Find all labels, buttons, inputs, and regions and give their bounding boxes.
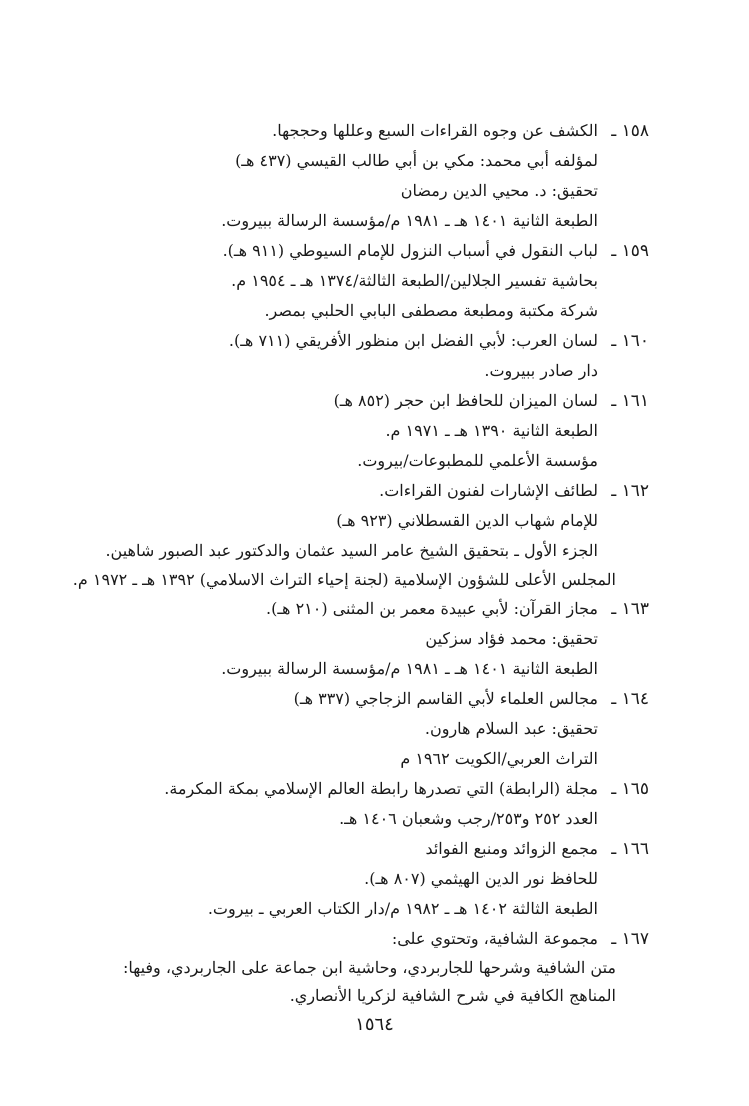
entry-line: مجالس العلماء لأبي القاسم الزجاجي (٣٣٧ هـ) <box>293 689 598 708</box>
entry-paragraph: المجلس الأعلى للشؤون الإسلامية (لجنة إحياء التراث الاسلامي) ١٣٩٢ هـ ـ ١٩٧٢ م. <box>72 570 616 589</box>
entry-number: ١٦٥ ـ <box>611 779 649 799</box>
entry-line: شركة مكتبة ومطبعة مصطفى البابي الحلبي بمصر. <box>264 301 598 320</box>
entry-line: مجمع الزوائد ومنبع الفوائد <box>425 839 598 858</box>
entry-line: للحافظ نور الدين الهيثمي (٨٠٧ هـ). <box>364 869 598 888</box>
entry-line: الطبعة الثانية ١٤٠١ هـ ـ ١٩٨١ م/مؤسسة الرسالة ببيروت. <box>221 659 598 678</box>
entry-number: ١٦٢ ـ <box>611 481 649 501</box>
bibliography-entry <box>0 834 749 924</box>
entry-line: تحقيق: محمد فؤاد سزكين <box>425 629 598 648</box>
entry-line: بحاشية تفسير الجلالين/الطبعة الثالثة/١٣٧٤ هـ ـ ١٩٥٤ م. <box>231 271 598 290</box>
bibliography-entry <box>0 774 749 834</box>
entry-line: مجموعة الشافية، وتحتوي على: <box>391 929 598 948</box>
entry-line: التراث العربي/الكويت ١٩٦٢ م <box>400 749 598 768</box>
bibliography-list <box>0 116 749 1010</box>
entry-number: ١٦٣ ـ <box>611 599 649 619</box>
entry-line: لباب النقول في أسباب النزول للإمام السيوطي (٩١١ هـ). <box>222 241 598 260</box>
entry-line: مؤسسة الأعلمي للمطبوعات/بيروت. <box>357 451 598 470</box>
entry-line: دار صادر ببيروت. <box>484 361 598 380</box>
bibliography-entry <box>0 116 749 236</box>
bibliography-entry <box>0 386 749 476</box>
entry-line: العدد ٢٥٢ و٢٥٣/رجب وشعبان ١٤٠٦ هـ. <box>339 809 598 828</box>
entry-line: تحقيق: د. محيي الدين رمضان <box>400 181 598 200</box>
bibliography-entry <box>0 594 749 684</box>
entry-line: الطبعة الثانية ١٣٩٠ هـ ـ ١٩٧١ م. <box>385 421 598 440</box>
page-number: ١٥٦٤ <box>355 1014 394 1035</box>
bibliography-entry <box>0 684 749 774</box>
entry-line: متن الشافية وشرحها للجاربردي، وحاشية ابن جماعة على الجاربردي، وفيها: <box>122 958 616 977</box>
entry-number: ١٦٧ ـ <box>611 929 649 949</box>
entry-number: ١٦٦ ـ <box>611 839 649 859</box>
entry-line: لسان العرب: لأبي الفضل ابن منظور الأفريقي (٧١١ هـ). <box>228 331 598 350</box>
entry-line: لمؤلفه أبي محمد: مكي بن أبي طالب القيسي (٤٣٧ هـ) <box>235 151 598 170</box>
entry-line: المناهج الكافية في شرح الشافية لزكريا الأنصاري. <box>289 986 616 1005</box>
entry-number: ١٦٠ ـ <box>611 331 649 351</box>
entry-line: الجزء الأول ـ بتحقيق الشيخ عامر السيد عثمان والدكتور عبد الصبور شاهين. <box>105 541 598 560</box>
entry-number: ١٥٩ ـ <box>611 241 649 261</box>
entry-line: لطائف الإشارات لفنون القراءات. <box>379 481 598 500</box>
entry-line: الطبعة الثالثة ١٤٠٢ هـ ـ ١٩٨٢ م/دار الكتاب العربي ـ بيروت. <box>207 899 598 918</box>
entry-line: للإمام شهاب الدين القسطلاني (٩٢٣ هـ) <box>336 511 598 530</box>
entry-line: الطبعة الثانية ١٤٠١ هـ ـ ١٩٨١ م/مؤسسة الرسالة ببيروت. <box>221 211 598 230</box>
bibliography-entry <box>0 924 749 1010</box>
entry-line: مجلة (الرابطة) التي تصدرها رابطة العالم الإسلامي بمكة المكرمة. <box>164 779 598 798</box>
entry-number: ١٥٨ ـ <box>611 121 649 141</box>
entry-line: تحقيق: عبد السلام هارون. <box>424 719 598 738</box>
entry-line: مجاز القرآن: لأبي عبيدة معمر بن المثنى (٢١٠ هـ). <box>266 599 598 618</box>
entry-line: الكشف عن وجوه القراءات السبع وعللها وحججها. <box>272 121 598 140</box>
entry-line: لسان الميزان للحافظ ابن حجر (٨٥٢ هـ) <box>333 391 598 410</box>
entry-number: ١٦١ ـ <box>611 391 649 411</box>
bibliography-entry <box>0 476 749 594</box>
bibliography-entry <box>0 236 749 326</box>
bibliography-entry <box>0 326 749 386</box>
entry-number: ١٦٤ ـ <box>611 689 649 709</box>
